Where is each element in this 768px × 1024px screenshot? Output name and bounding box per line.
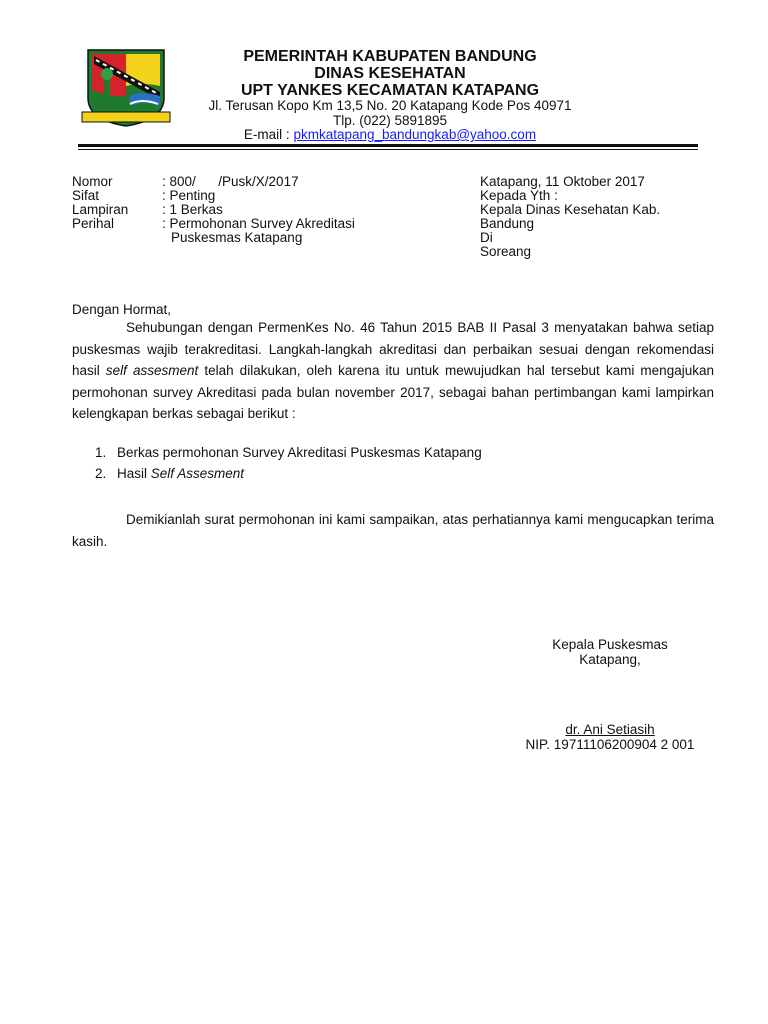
sifat-value: : Penting — [162, 188, 216, 203]
recipient-line2: Kepala Dinas Kesehatan Kab. — [480, 202, 661, 217]
recipient-line5: Soreang — [480, 244, 532, 259]
recipient-line3: Bandung — [480, 216, 535, 231]
perihal-value: : Permohonan Survey Akreditasi — [162, 216, 355, 231]
email-label: E-mail : — [243, 127, 294, 142]
lampiran-value: : 1 Berkas — [162, 202, 223, 217]
signature-title-2: Katapang, — [579, 652, 641, 667]
letterhead-line2: DINAS KESEHATAN — [314, 65, 466, 82]
recipient-line1: Kepada Yth : — [480, 188, 558, 203]
sifat-label: Sifat — [72, 188, 100, 203]
list-number: 2. — [95, 466, 107, 481]
salutation: Dengan Hormat, — [72, 302, 172, 317]
letterhead-phone: Tlp. (022) 5891895 — [332, 113, 448, 128]
email-link[interactable]: pkmkatapang_bandungkab@yahoo.com — [293, 127, 537, 142]
letterhead-line1: PEMERINTAH KABUPATEN BANDUNG — [243, 48, 537, 65]
government-logo — [80, 46, 172, 128]
perihal-label: Perihal — [72, 216, 115, 231]
letterhead-line3: UPT YANKES KECAMATAN KATAPANG — [240, 82, 540, 99]
letterhead-address: Jl. Terusan Kopo Km 13,5 No. 20 Katapang Kode Pos 40971 — [208, 98, 572, 113]
body-paragraph-2: Demikianlah surat permohonan ini kami sampaikan, atas perhatiannya kami mengucapkan terima kasih. — [72, 512, 714, 549]
letterhead-divider-thin — [78, 149, 698, 150]
attachment-list — [95, 445, 695, 487]
paragraph-1-part-b: telah dilakukan, oleh karena itu untuk mewujudkan hal tersebut kami mengajukan permohonan survey Akreditasi pada bulan november 2017, sebagai bahan pertimbangan kami lampirkan kelengkapan berkas sebagai berikut : — [72, 363, 714, 421]
perihal-value-continued: Puskesmas Katapang — [171, 230, 303, 245]
list-text: Berkas permohonan Survey Akreditasi Puskesmas Katapang — [117, 445, 482, 460]
recipient-line4: Di — [480, 230, 493, 245]
letter-date: Katapang, 11 Oktober 2017 — [480, 174, 645, 189]
signature-title-1: Kepala Puskesmas — [552, 637, 668, 652]
lampiran-label: Lampiran — [72, 202, 129, 217]
list-item — [95, 445, 695, 466]
list-item — [95, 466, 695, 487]
letterhead-divider-thick — [78, 144, 698, 147]
paragraph-1-italic: self assesment — [105, 363, 199, 378]
list-text-italic: Self Assesment — [150, 466, 245, 481]
letter-meta — [72, 175, 432, 245]
paragraph-1-part-a: Sehubungan dengan PermenKes No. 46 Tahun 2015 BAB II Pasal 3 menyatakan bahwa setiap puskesmas wajib terakreditasi. Langkah-langkah akreditasi dan perbaikan sesuai dengan rekomendasi hasil — [72, 320, 714, 378]
letterhead-email-line — [180, 127, 600, 143]
recipient-block — [480, 175, 720, 259]
signatory-name: dr. Ani Setiasih — [565, 722, 655, 737]
list-text: Hasil — [117, 466, 151, 481]
body-paragraph-1 — [72, 317, 714, 425]
list-number: 1. — [95, 445, 107, 460]
signatory-nip: NIP. 19711106200904 2 001 — [525, 737, 695, 752]
nomor-value: : 800/ /Pusk/X/2017 — [162, 174, 299, 189]
nomor-label: Nomor — [72, 174, 113, 189]
